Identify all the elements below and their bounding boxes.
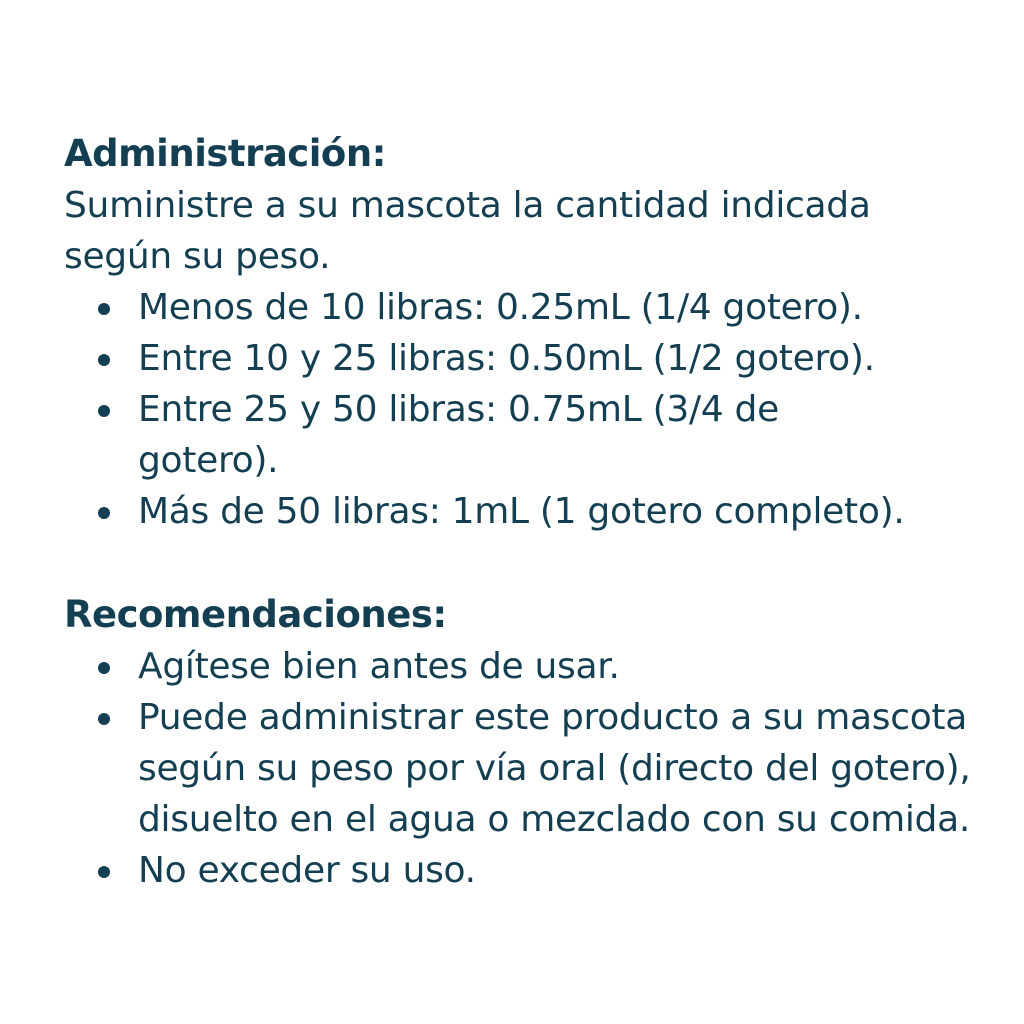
list-item <box>138 384 828 486</box>
section-spacer <box>64 537 984 589</box>
list-item <box>138 692 998 845</box>
dosage-text: Entre 25 y 50 libras: 0.75mL (3/4 de gotero). <box>138 389 779 481</box>
list-item <box>138 486 998 537</box>
list-item <box>138 845 998 896</box>
list-item <box>138 333 998 384</box>
list-item <box>138 282 998 333</box>
dosage-list <box>64 282 998 537</box>
bullet-icon <box>98 405 110 417</box>
dosage-text: Menos de 10 libras: 0.25mL (1/4 gotero). <box>138 287 863 328</box>
administracion-intro: Suministre a su mascota la cantidad indicada según su peso. <box>64 185 871 277</box>
recommendation-text: Agítese bien antes de usar. <box>138 646 620 687</box>
bullet-icon <box>98 354 110 366</box>
recommendations-list <box>64 641 998 896</box>
recommendation-text: No exceder su uso. <box>138 850 476 891</box>
product-instructions <box>64 128 984 896</box>
bullet-icon <box>98 507 110 519</box>
administracion-title: Administración: <box>64 132 386 175</box>
recomendaciones-title: Recomendaciones: <box>64 593 447 636</box>
bullet-icon <box>98 713 110 725</box>
bullet-icon <box>98 662 110 674</box>
recommendation-text: Puede administrar este producto a su mascota según su peso por vía oral (directo del gotero), disuelto en el agua o mezclado con su comida. <box>138 697 971 840</box>
dosage-text: Más de 50 libras: 1mL (1 gotero completo). <box>138 491 905 532</box>
list-item <box>138 641 998 692</box>
bullet-icon <box>98 866 110 878</box>
bullet-icon <box>98 303 110 315</box>
recomendaciones-section <box>64 589 984 896</box>
dosage-text: Entre 10 y 25 libras: 0.50mL (1/2 gotero). <box>138 338 875 379</box>
administracion-section <box>64 128 984 537</box>
